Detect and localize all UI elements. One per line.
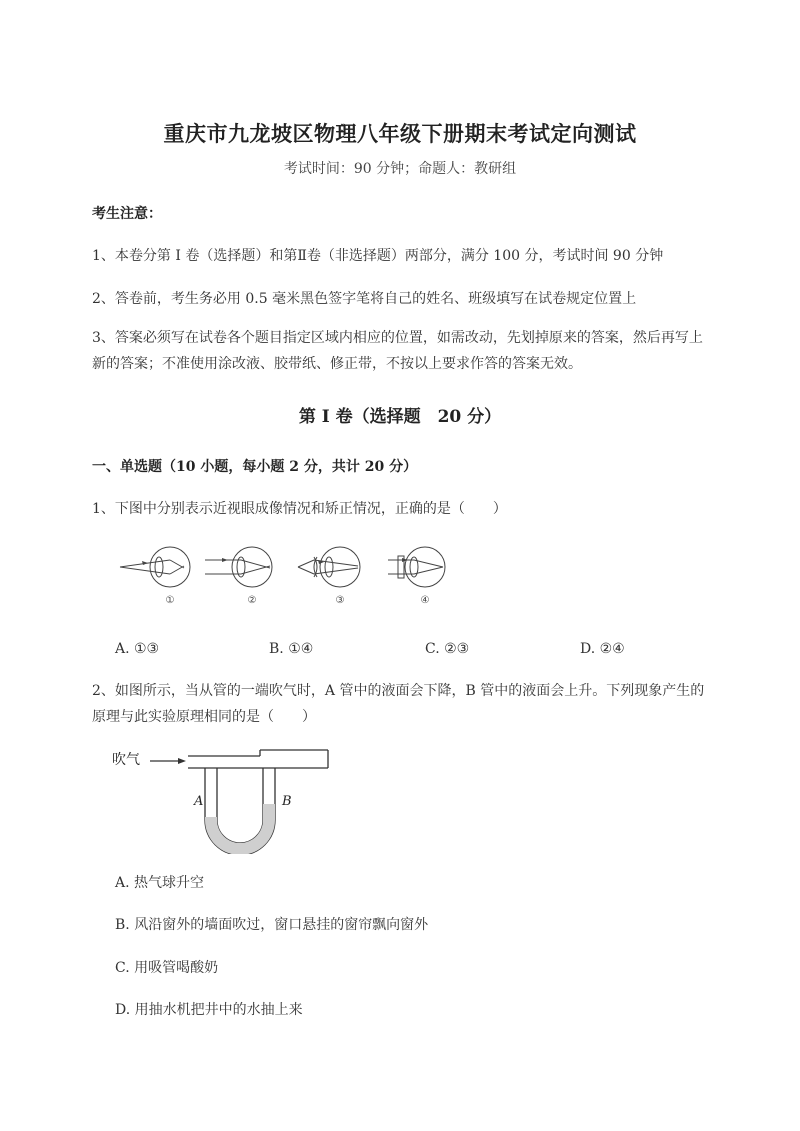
figure-label-3: ③ xyxy=(335,595,345,606)
question-2-option-b[interactable]: B. 风沿窗外的墙面吹过，窗口悬挂的窗帘飘向窗外 xyxy=(115,917,429,933)
notice-item-2: 2、答卷前，考生务必用 0.5 毫米黑色签字笔将自己的姓名、班级填写在试卷规定位置上 xyxy=(92,291,637,307)
question-2-option-a[interactable]: A. 热气球升空 xyxy=(115,875,205,891)
section-title: 第 I 卷（选择题 20 分） xyxy=(298,407,502,427)
notice-heading: 考生注意： xyxy=(92,206,162,222)
question-2-option-c[interactable]: C. 用吸管喝酸奶 xyxy=(115,960,219,976)
page-title: 重庆市九龙坡区物理八年级下册期末考试定向测试 xyxy=(163,121,637,146)
question-2-stem: 2、如图所示，当从管的一端吹气时，A 管中的液面会下降，B 管中的液面会上升。下列现象产生的原理与此实验原理相同的是（ ） xyxy=(92,683,705,725)
blow-label: 吹气 xyxy=(112,752,140,768)
notice-item-3: 3、答案必须写在试卷各个题目指定区域内相应的位置，如需改动，先划掉原来的答案，然后再写上新的答案；不准使用涂改液、胶带纸、修正带，不按以上要求作答的答案无效。 xyxy=(92,330,703,372)
question-group-title: 一、单选题（10 小题，每小题 2 分，共计 20 分） xyxy=(92,459,418,475)
question-1-option-a[interactable]: A. ①③ xyxy=(115,641,160,657)
question-2-tube-figure xyxy=(110,742,350,854)
notice-item-1: 1、本卷分第 I 卷（选择题）和第Ⅱ卷（非选择题）两部分，满分 100 分，考试时间 90 分钟 xyxy=(92,248,664,264)
figure-label-4: ④ xyxy=(420,595,430,606)
exam-info: 考试时间：90 分钟；命题人：教研组 xyxy=(283,161,517,177)
figure-label-1: ① xyxy=(165,595,175,606)
question-2-option-d[interactable]: D. 用抽水机把井中的水抽上来 xyxy=(115,1002,303,1018)
figure-label-2: ② xyxy=(247,595,257,606)
tube-b-label: B xyxy=(282,794,292,809)
question-1-option-c[interactable]: C. ②③ xyxy=(425,641,470,657)
question-1-option-d[interactable]: D. ②④ xyxy=(580,641,625,657)
tube-a-label: A xyxy=(194,794,204,809)
question-1-option-b[interactable]: B. ①④ xyxy=(269,641,314,657)
question-1-stem: 1、下图中分别表示近视眼成像情况和矫正情况，正确的是（ ） xyxy=(92,501,507,517)
question-1-eye-figure xyxy=(110,540,460,610)
